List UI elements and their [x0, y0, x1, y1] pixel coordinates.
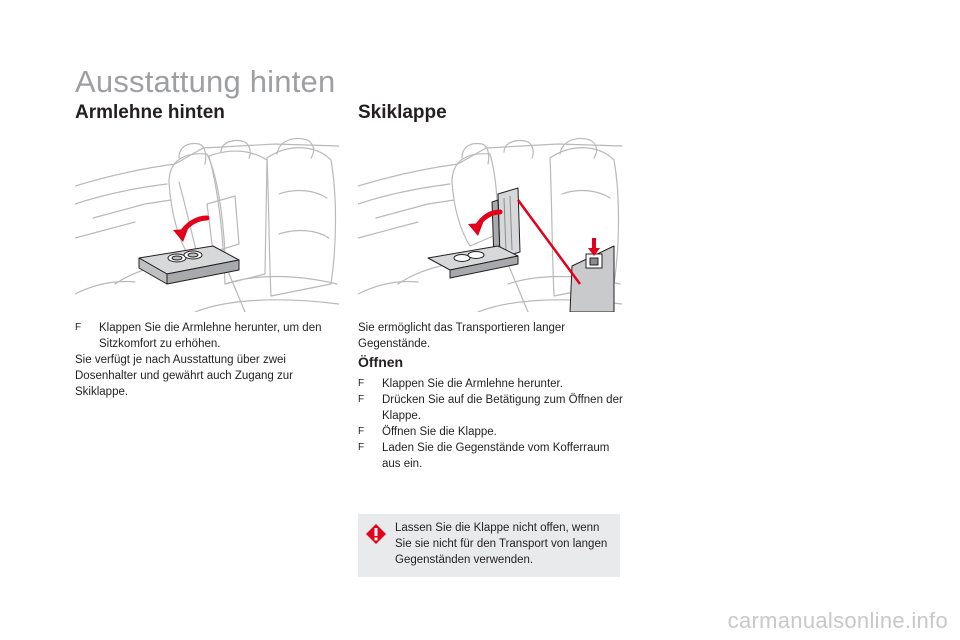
- bullet-text: Klappen Sie die Armlehne herunter.: [382, 378, 563, 390]
- ski-hatch-intro: Sie ermöglicht das Transportieren langer Gegenstände.: [358, 322, 566, 350]
- bullet-glyph: F: [358, 442, 365, 453]
- list-item: [358, 376, 623, 392]
- list-item: [75, 320, 325, 352]
- warning-box: [358, 514, 620, 577]
- warning-text: Lassen Sie die Klappe nicht offen, wenn Sie sie nicht für den Transport von langen Gegenständen verwenden.: [395, 522, 608, 566]
- watermark: carmanualsonline.info: [727, 608, 948, 633]
- bullet-text: Drücken Sie auf die Betätigung zum Öffnen der Klappe.: [382, 394, 623, 422]
- bullet-text: Öffnen Sie die Klappe.: [382, 426, 497, 438]
- bullet-glyph: F: [75, 322, 82, 333]
- list-item: [358, 392, 623, 424]
- bullet-text: Laden Sie die Gegenstände vom Kofferraum aus ein.: [382, 442, 610, 470]
- armrest-heading: Armlehne hinten: [75, 102, 225, 123]
- ski-hatch-heading: Skiklappe: [358, 102, 447, 123]
- list-item: [358, 424, 623, 440]
- rear-armrest-illustration: [75, 134, 339, 312]
- page-title: Ausstattung hinten: [75, 64, 336, 99]
- list-item: [358, 440, 623, 472]
- open-steps: [358, 376, 623, 472]
- ski-hatch-illustration: [358, 134, 622, 312]
- bullet-glyph: F: [358, 378, 365, 389]
- open-subheading: Öffnen: [358, 354, 404, 370]
- bullet-glyph: F: [358, 394, 365, 405]
- warning-icon: [365, 523, 387, 550]
- bullet-text: Klappen Sie die Armlehne herunter, um den Sitzkomfort zu erhöhen.: [99, 322, 322, 350]
- armrest-text: [75, 320, 325, 400]
- bullet-glyph: F: [358, 426, 365, 437]
- armrest-paragraph: Sie verfügt je nach Ausstattung über zwei Dosenhalter und gewährt auch Zugang zur Skiklappe.: [75, 354, 294, 398]
